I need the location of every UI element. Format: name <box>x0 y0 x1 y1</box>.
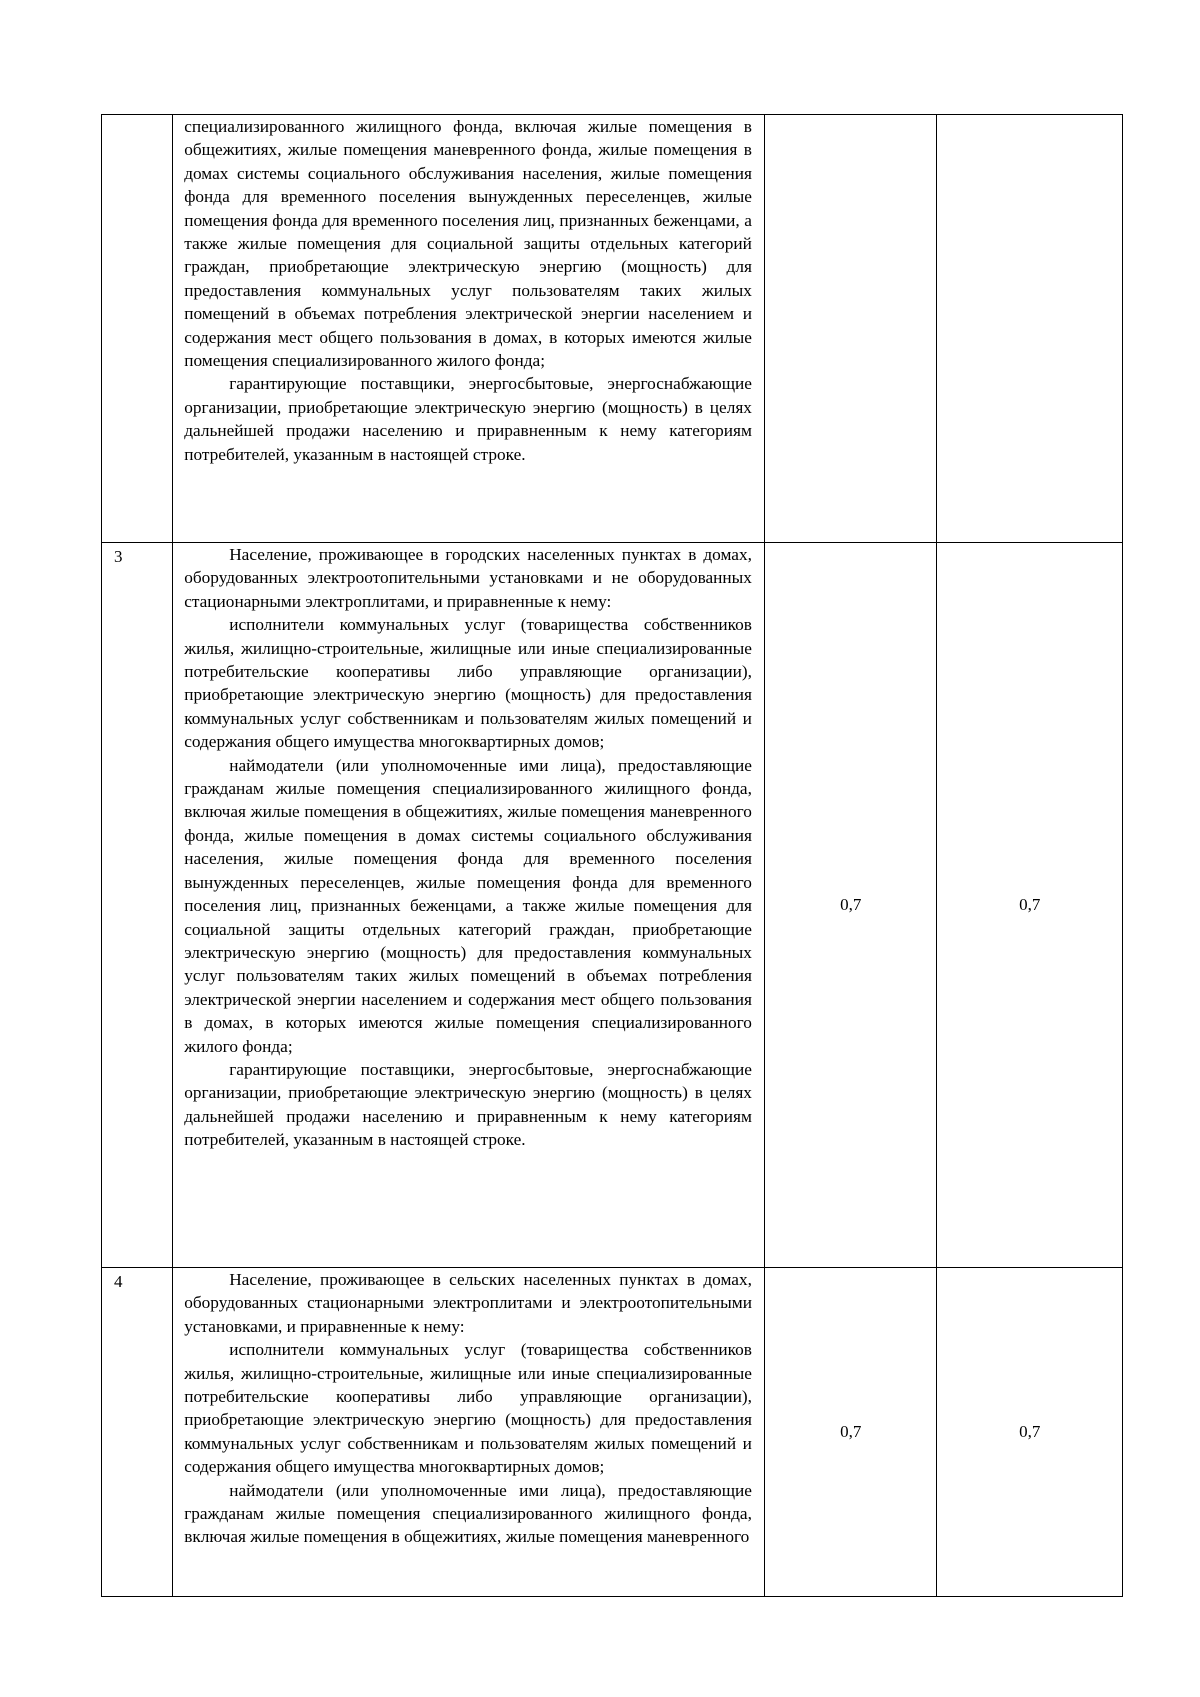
row-paragraph: исполнители коммунальных услуг (товарищества собственников жилья, жилищно-строительные, жилищные или иные специализированные потребительские кооперативы либо управляющие организации), приобретающие электрическую энергию (мощность) для предоставления коммунальных услуг собственникам и пользователям жилых помещений и содержания общего имущества многоквартирных домов; <box>184 1340 752 1477</box>
row-value-1: 0,7 <box>764 1268 937 1597</box>
row-value-2 <box>937 115 1123 543</box>
row-paragraph: Население, проживающее в сельских населенных пунктах в домах, оборудованных стационарными электроплитами и электроотопительными установками, и приравненные к нему: <box>184 1270 752 1336</box>
row-number: 3 <box>102 543 173 1268</box>
row-paragraph: Население, проживающее в городских населенных пунктах в домах, оборудованных электроотопительными установками и не оборудованных стационарными электроплитами, и приравненные к нему: <box>184 545 752 611</box>
table-row <box>102 115 1123 543</box>
row-description <box>173 543 765 1268</box>
row-value-1 <box>764 115 937 543</box>
table-row <box>102 1268 1123 1597</box>
row-value-2: 0,7 <box>937 543 1123 1268</box>
row-value-2: 0,7 <box>937 1268 1123 1597</box>
row-description <box>173 1268 765 1597</box>
row-number <box>102 115 173 543</box>
row-value-1: 0,7 <box>764 543 937 1268</box>
row-paragraph: гарантирующие поставщики, энергосбытовые, энергоснабжающие организации, приобретающие электрическую энергию (мощность) в целях дальнейшей продажи населению и приравненным к нему категориям потребителей, указанным в настоящей строке. <box>184 1059 752 1150</box>
row-description <box>173 115 765 543</box>
row-paragraph: специализированного жилищного фонда, включая жилые помещения в общежитиях, жилые помещения маневренного фонда, жилые помещения в домах системы социального обслуживания населения, жилые помещения фонда для временного поселения вынужденных переселенцев, жилые помещения фонда для временного поселения лиц, признанных беженцами, а также жилые помещения для социальной защиты отдельных категорий граждан, приобретающие электрическую энергию (мощность) для предоставления коммунальных услуг пользователям таких жилых помещений в объемах потребления электрической энергии населением и содержания мест общего пользования в домах, в которых имеются жилые помещения специализированного жилого фонда; <box>184 117 752 371</box>
table-row <box>102 543 1123 1268</box>
row-paragraph: гарантирующие поставщики, энергосбытовые, энергоснабжающие организации, приобретающие электрическую энергию (мощность) в целях дальнейшей продажи населению и приравненным к нему категориям потребителей, указанным в настоящей строке. <box>184 374 752 464</box>
row-paragraph: наймодатели (или уполномоченные ими лица), предоставляющие гражданам жилые помещения специализированного жилищного фонда, включая жилые помещения в общежитиях, жилые помещения маневренного фонда, жилые помещения в домах системы социального обслуживания населения, жилые помещения фонда для временного поселения вынужденных переселенцев, жилые помещения фонда для временного поселения лиц, признанных беженцами, а также жилые помещения для социальной защиты отдельных категорий граждан, приобретающие электрическую энергию (мощность) для предоставления коммунальных услуг пользователям таких жилых помещений в объемах потребления электрической энергии населением и содержания мест общего пользования в домах, в которых имеются жилые помещения специализированного жилого фонда; <box>184 755 752 1056</box>
row-paragraph: наймодатели (или уполномоченные ими лица), предоставляющие гражданам жилые помещения специализированного жилищного фонда, включая жилые помещения в общежитиях, жилые помещения маневренного <box>184 1480 752 1547</box>
tariff-table <box>101 114 1123 1597</box>
row-number: 4 <box>102 1268 173 1597</box>
row-paragraph: исполнители коммунальных услуг (товарищества собственников жилья, жилищно-строительные, жилищные или иные специализированные потребительские кооперативы либо управляющие организации), приобретающие электрическую энергию (мощность) для предоставления коммунальных услуг собственникам и пользователям жилых помещений и содержания общего имущества многоквартирных домов; <box>184 615 752 752</box>
